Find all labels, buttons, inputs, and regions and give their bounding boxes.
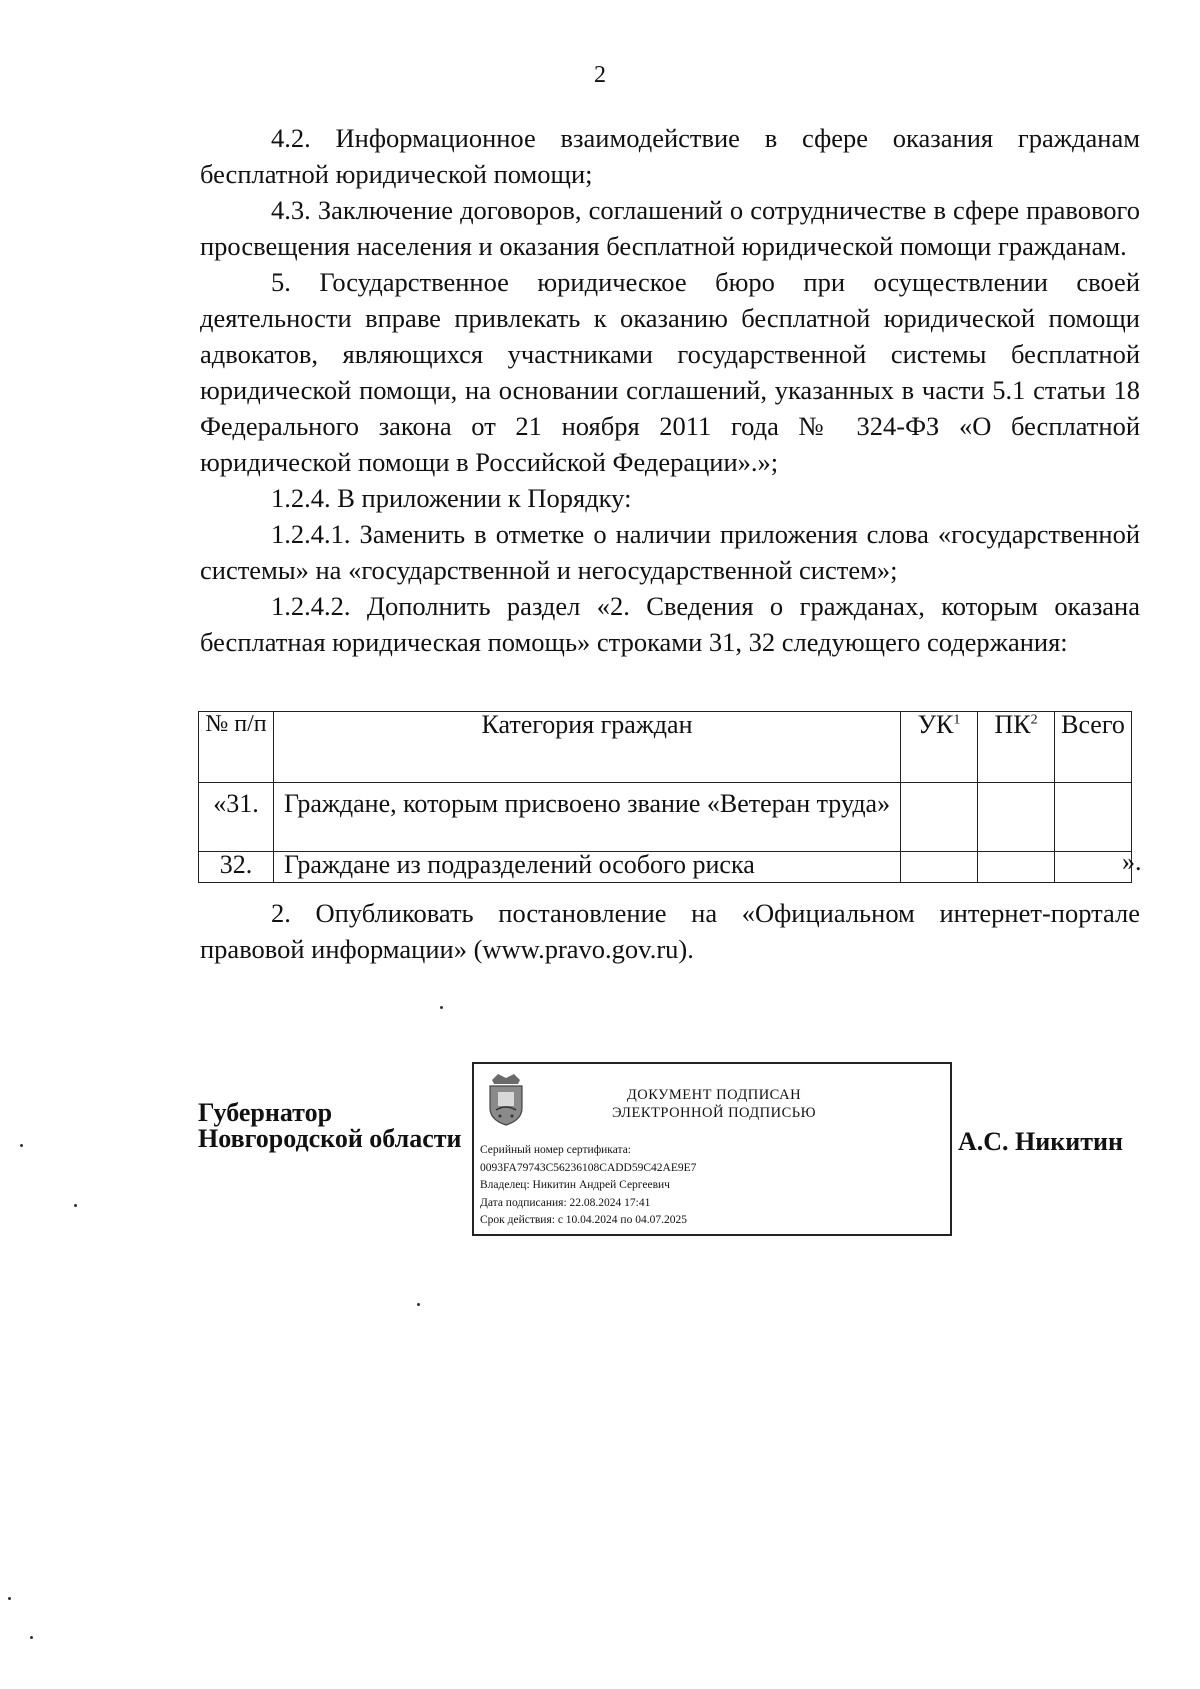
table-row	[199, 852, 1132, 883]
scan-speck	[30, 1636, 33, 1639]
row-32-num: 32.	[199, 852, 274, 883]
stamp-serial-value: 0093FA79743C56236108CADD59C42AE9E7	[480, 1161, 697, 1174]
header-category: Категория граждан	[274, 712, 901, 783]
signatory-name: А.С. Никитин	[958, 1127, 1123, 1156]
paragraph-1-2-4-2: 1.2.4.2. Дополнить раздел «2. Сведения о гражданах, которым оказана бесплатная юридическая помощь» строками 31, 32 следующего содержания:	[200, 591, 1140, 657]
scan-speck	[20, 1144, 23, 1147]
header-uk-footnote: 1	[953, 712, 961, 728]
header-pk-footnote: 2	[1030, 712, 1038, 728]
row-31-category: Граждане, которым присвоено звание «Ветеран труда»	[274, 783, 901, 852]
stamp-heading-line1: ДОКУМЕНТ ПОДПИСАН	[626, 1087, 802, 1103]
scan-speck	[74, 1204, 77, 1207]
stamp-validity: Срок действия: с 10.04.2024 по 04.07.2025	[480, 1214, 687, 1226]
row-32-pk	[978, 852, 1055, 883]
header-uk-label: УК	[917, 710, 954, 739]
table-row	[199, 783, 1132, 852]
stamp-signed-date: Дата подписания: 22.08.2024 17:41	[480, 1196, 651, 1209]
header-uk	[901, 712, 978, 783]
row-31-total	[1055, 783, 1132, 852]
row-32-category: Граждане из подразделений особого риска	[274, 852, 901, 883]
header-num: № п/п	[199, 712, 274, 783]
page-number: 2	[594, 62, 606, 88]
stamp-heading	[534, 1086, 894, 1122]
header-total: Всего	[1055, 712, 1132, 783]
signatory-title	[198, 1100, 462, 1152]
citizens-table	[198, 711, 1132, 883]
paragraph-2-publish: 2. Опубликовать постановление на «Официальном интернет-портале правовой информации» (www.pravo.gov.ru).	[200, 898, 1140, 964]
scan-speck	[440, 1006, 443, 1009]
header-pk-label: ПК	[994, 710, 1031, 739]
row-31-uk	[901, 783, 978, 852]
stamp-owner: Владелец: Никитин Андрей Сергеевич	[480, 1179, 670, 1191]
paragraph-4-3: 4.3. Заключение договоров, соглашений о сотрудничестве в сфере правового просвещения населения и оказания бесплатной юридической помощи гражданам.	[200, 195, 1140, 261]
table-header-row	[199, 712, 1132, 783]
novgorod-coat-of-arms-icon	[484, 1070, 528, 1128]
signatory-title-line1: Губернатор	[198, 1098, 333, 1127]
paragraph-5: 5. Государственное юридическое бюро при осуществлении своей деятельности вправе привлекать к оказанию бесплатной юридической помощи адвокатов, являющихся участниками государственной системы бесплатной юридической помощи, на основании соглашений, указанных в части 5.1 статьи 18 Федерального закона от 21 ноября 2011 года № 324-ФЗ «О бесплатной юридической помощи в Российской Федерации».»;	[200, 267, 1140, 477]
stamp-details	[480, 1142, 940, 1230]
signatory-title-line2: Новгородской области	[198, 1124, 462, 1153]
stamp-heading-line2: ЭЛЕКТРОННОЙ ПОДПИСЬЮ	[611, 1105, 817, 1121]
paragraph-1-2-4-1: 1.2.4.1. Заменить в отметке о наличии приложения слова «государственной системы» на «государственной и негосударственной систем»;	[200, 519, 1140, 585]
row-31-num: «31.	[199, 783, 274, 852]
document-body	[200, 120, 1140, 660]
stamp-serial-label: Серийный номер сертификата:	[480, 1144, 631, 1156]
scan-speck	[417, 1303, 420, 1306]
row-32-total	[1055, 852, 1132, 883]
row-32-uk	[901, 852, 978, 883]
publish-section	[200, 895, 1140, 967]
paragraph-1-2-4: 1.2.4. В приложении к Порядку:	[271, 483, 632, 513]
scan-speck	[8, 1597, 11, 1600]
paragraph-4-2: 4.2. Информационное взаимодействие в сфере оказания гражданам бесплатной юридической помощи;	[200, 123, 1140, 189]
electronic-signature-stamp	[472, 1062, 952, 1236]
header-pk	[978, 712, 1055, 783]
row-31-pk	[978, 783, 1055, 852]
table-closing-quote: ».	[1122, 847, 1142, 876]
